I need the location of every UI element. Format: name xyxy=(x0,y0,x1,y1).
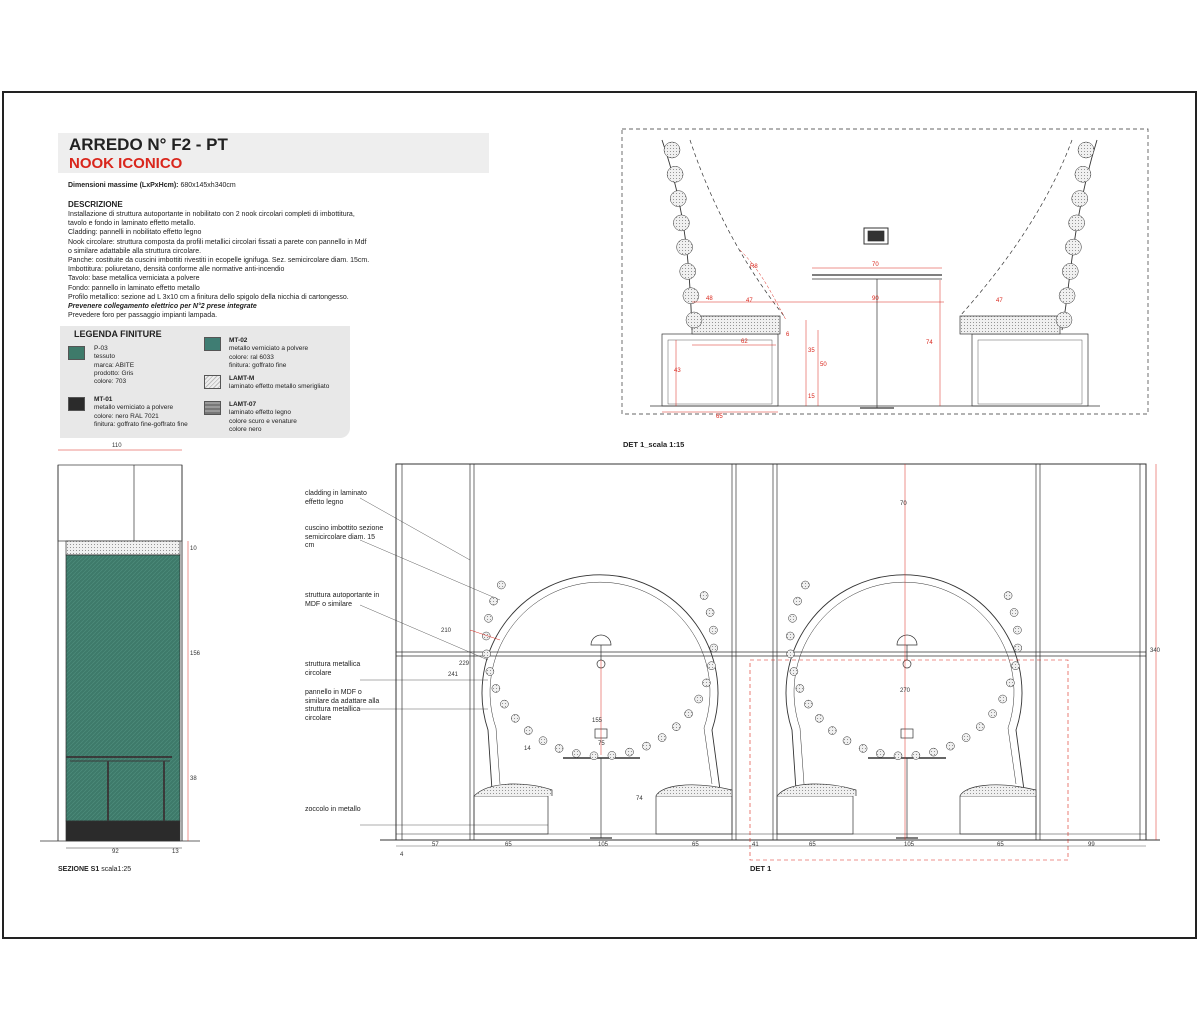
left-nook-bench-l xyxy=(474,796,548,834)
det1-label: DET 1 xyxy=(750,864,772,873)
cushion-roll xyxy=(789,614,797,622)
description-line: Fondo: pannello in laminato effetto metallo xyxy=(68,284,200,292)
cushion-roll xyxy=(677,239,693,255)
cushion-roll xyxy=(1065,239,1081,255)
right-socket-icon xyxy=(901,729,913,738)
description-line: o similare adattabile alla struttura circolare. xyxy=(68,247,202,255)
cushion-roll xyxy=(976,723,984,731)
cushion-roll xyxy=(710,644,718,652)
dim-label: 110 xyxy=(112,443,122,449)
description-line: Installazione di struttura autoportante in nobilitato con 2 nook circolari completi di imbottitura, xyxy=(68,211,355,218)
cushion-roll xyxy=(999,695,1007,703)
front-elevation xyxy=(360,464,1160,860)
dims-label: Dimensioni massime (LxPxHcm): xyxy=(68,182,179,189)
section-fabric-panel xyxy=(66,555,180,821)
dim-label: 65 xyxy=(505,842,512,848)
cushion-roll xyxy=(801,581,809,589)
cushion-roll xyxy=(1069,215,1085,231)
dim-label: 155 xyxy=(592,718,603,724)
legend-text: colore: nero RAL 7021 xyxy=(94,412,159,420)
cushion-roll xyxy=(490,597,498,605)
dim-label: 270 xyxy=(900,688,911,694)
cushion-roll xyxy=(828,727,836,735)
dim-label: 70 xyxy=(872,262,879,268)
legend-heading: LEGENDA FINITURE xyxy=(74,329,162,339)
cushion-roll xyxy=(989,710,997,718)
dim-label: 229 xyxy=(459,661,470,667)
legend-text: laminato effetto legno xyxy=(229,409,292,417)
cushion-roll xyxy=(608,751,616,759)
annotation-cushion: cuscino imbottito sezione semicircolare diam. 15 cm xyxy=(305,525,384,549)
cushion-roll xyxy=(962,734,970,742)
cushion-roll xyxy=(894,752,902,760)
dim-label: 15 xyxy=(808,394,815,400)
cushion-roll xyxy=(670,191,686,207)
section-plinth xyxy=(66,821,180,841)
annotation-plinth: zoccolo in metallo xyxy=(305,806,361,813)
dim-label: 50 xyxy=(820,362,827,368)
cushion-roll xyxy=(787,650,795,658)
cushion-roll xyxy=(1012,662,1020,670)
section-s1 xyxy=(40,450,200,841)
cushion-roll xyxy=(539,737,547,745)
cushion-roll xyxy=(1059,288,1075,304)
cushion-roll xyxy=(511,714,519,722)
plan-dim-labels xyxy=(674,262,1003,420)
description-heading: DESCRIZIONE xyxy=(68,200,123,209)
right-lamp xyxy=(897,635,917,645)
cushion-roll xyxy=(790,668,798,676)
cushion-roll xyxy=(673,215,689,231)
page-subtitle: NOOK ICONICO xyxy=(69,155,183,172)
description-line: Cladding: pannelli in nobilitato effetto legno xyxy=(68,229,202,237)
dim-label: 92 xyxy=(112,849,119,855)
dim-label: 74 xyxy=(926,340,933,346)
annotation-cladding: cladding in laminato effetto legno xyxy=(305,490,367,506)
cushion-roll xyxy=(1075,166,1091,182)
cushion-roll xyxy=(658,734,666,742)
dim-label: 62 xyxy=(741,339,748,345)
section-scale: scala1:25 xyxy=(101,866,132,873)
description-line: tavolo e fondo in laminato effetto metallo. xyxy=(68,220,196,228)
cushion-roll xyxy=(912,751,920,759)
legend-text: metallo verniciato a polvere xyxy=(229,345,309,353)
front-dim-labels xyxy=(400,501,1161,858)
dim-label: 43 xyxy=(674,368,681,374)
cushion-roll xyxy=(1056,312,1072,328)
legend-code: LAMT-07 xyxy=(229,401,257,408)
cushion-roll xyxy=(686,312,702,328)
cushion-roll xyxy=(1004,592,1012,600)
cushion-roll xyxy=(843,737,851,745)
dim-label: 47 xyxy=(996,298,1003,304)
legend-text: metallo verniciato a polvere xyxy=(94,404,174,412)
cushion-roll xyxy=(1078,142,1094,158)
description-line: Prevenere collegamento elettrico per N°2 prese integrate xyxy=(68,303,257,311)
det1-title: DET 1_scala 1:15 xyxy=(623,440,685,449)
description-line: Tavolo: base metallica verniciata a polvere xyxy=(68,275,200,283)
dims-value: 680x145xh340cm xyxy=(180,182,236,189)
dim-label: 65 xyxy=(716,414,723,420)
cushion-roll xyxy=(500,700,508,708)
cushion-roll xyxy=(930,748,938,756)
left-nook-bench-r xyxy=(656,796,732,834)
cushion-roll xyxy=(786,632,794,640)
cushion-roll xyxy=(482,632,490,640)
cushion-roll xyxy=(667,166,683,182)
annotation-metal-ring: struttura metallica circolare xyxy=(305,661,361,677)
section-top-cabinet xyxy=(58,465,182,541)
cushion-roll xyxy=(497,581,505,589)
legend-text: laminato effetto metallo smerigliato xyxy=(229,383,330,391)
cushion-roll xyxy=(1072,191,1088,207)
cushion-roll xyxy=(486,668,494,676)
cushion-roll xyxy=(1006,679,1014,687)
description-line: Prevedere foro per passaggio impianti lampada. xyxy=(68,312,218,320)
cushion-roll xyxy=(626,748,634,756)
dim-label: 99 xyxy=(1088,842,1095,848)
cushion-roll xyxy=(1013,626,1021,634)
cushion-roll xyxy=(485,614,493,622)
dim-label: 156 xyxy=(190,651,201,657)
cushion-roll xyxy=(796,684,804,692)
cushion-roll xyxy=(700,592,708,600)
legend-code: MT-01 xyxy=(94,396,113,403)
dim-label: 57 xyxy=(432,842,439,848)
dim-label: 210 xyxy=(441,628,452,634)
dim-label: 75 xyxy=(598,741,605,747)
cushion-roll xyxy=(876,750,884,758)
cushion-roll xyxy=(683,288,699,304)
dim-label: 35 xyxy=(808,348,815,354)
front-cushion-scallops xyxy=(482,581,1022,760)
description-line: Imbottitura: poliuretano, densità conforme alle normative anti-incendio xyxy=(68,266,285,274)
dim-label: 41 xyxy=(752,842,759,848)
dim-label: 4 xyxy=(400,852,404,858)
legend-text: finitura: goffrato fine xyxy=(229,361,287,369)
annotation-mdf-panel: pannello in MDF o similare da adattare alla struttura metallica circolare xyxy=(305,689,380,722)
legend-text: marca: ABITE xyxy=(94,361,135,369)
dim-label: 90 xyxy=(872,296,879,302)
left-lamp xyxy=(591,635,611,645)
legend-code: MT-02 xyxy=(229,337,248,344)
cushion-roll xyxy=(706,609,714,617)
cushion-roll xyxy=(492,684,500,692)
plan-right-cushion xyxy=(960,316,1060,334)
cushion-roll xyxy=(695,695,703,703)
cushion-roll xyxy=(946,742,954,750)
dim-label: 105 xyxy=(904,842,915,848)
section-cushion-band xyxy=(66,541,180,555)
plan-right-bench xyxy=(972,334,1088,406)
legend-text: colore: 703 xyxy=(94,378,127,386)
cushion-roll xyxy=(815,714,823,722)
section-name: SEZIONE S1 xyxy=(58,866,100,873)
dim-label: 65 xyxy=(692,842,699,848)
description-line: Nook circolare: struttura composta da profili metallici circolari fissati a parete con pannello in Mdf xyxy=(68,238,367,246)
legend-text: finitura: goffrato fine-goffrato fine xyxy=(94,420,188,428)
dim-label: 14 xyxy=(524,746,531,752)
dim-label: 65 xyxy=(809,842,816,848)
cushion-roll xyxy=(572,750,580,758)
legend-code: LAMT-M xyxy=(229,375,255,382)
dim-label: 13 xyxy=(172,849,179,855)
dim-label: 105 xyxy=(598,842,609,848)
dim-label: 47 xyxy=(746,298,753,304)
dim-label: 48 xyxy=(706,296,713,302)
legend-code: P-03 xyxy=(94,345,108,352)
dim-label: 340 xyxy=(1150,648,1161,654)
cushion-roll xyxy=(1014,644,1022,652)
annotation-structure: struttura autoportante in MDF o similare xyxy=(305,592,380,608)
cushion-roll xyxy=(664,142,680,158)
dim-label: 10 xyxy=(190,546,197,552)
cushion-roll xyxy=(685,710,693,718)
cushion-roll xyxy=(709,626,717,634)
dim-label: 38 xyxy=(190,776,197,782)
dim-label: 70 xyxy=(900,501,907,507)
right-nook-bench-l xyxy=(777,796,853,834)
plan-left-cushion xyxy=(692,316,780,334)
legend-text: colore nero xyxy=(229,425,262,433)
cushion-roll xyxy=(590,752,598,760)
legend-text: tessuto xyxy=(94,353,115,361)
cushion-roll xyxy=(1062,263,1078,279)
cushion-roll xyxy=(708,662,716,670)
cushion-roll xyxy=(804,700,812,708)
description-line: Panche: costituite da cuscini imbottiti rivestiti in ecopelle ignifuga. Sez. semicircolare diam. 15cm. xyxy=(68,257,370,265)
dim-label: 241 xyxy=(448,672,459,678)
cushion-roll xyxy=(702,679,710,687)
cushion-roll xyxy=(642,742,650,750)
legend-text: prodotto: Gris xyxy=(94,369,134,377)
description-line: Profilo metallico: sezione ad L 3x10 cm a finitura dello spigolo della nicchia di cartongesso. xyxy=(68,293,349,301)
right-nook-bench-r xyxy=(960,796,1036,834)
cushion-roll xyxy=(524,727,532,735)
dim-label: R8 xyxy=(750,264,758,270)
dim-label: 65 xyxy=(997,842,1004,848)
page-title: ARREDO N° F2 - PT xyxy=(69,135,228,154)
cushion-roll xyxy=(1010,609,1018,617)
cushion-roll xyxy=(859,744,867,752)
cushion-roll xyxy=(672,723,680,731)
dim-label: 74 xyxy=(636,796,643,802)
legend-text: colore scuro e venature xyxy=(229,417,297,425)
cushion-roll xyxy=(680,263,696,279)
legend-text: colore: ral 6033 xyxy=(229,353,274,361)
cushion-roll xyxy=(483,650,491,658)
dim-label: 6 xyxy=(786,332,790,338)
cushion-roll xyxy=(794,597,802,605)
cushion-roll xyxy=(555,744,563,752)
